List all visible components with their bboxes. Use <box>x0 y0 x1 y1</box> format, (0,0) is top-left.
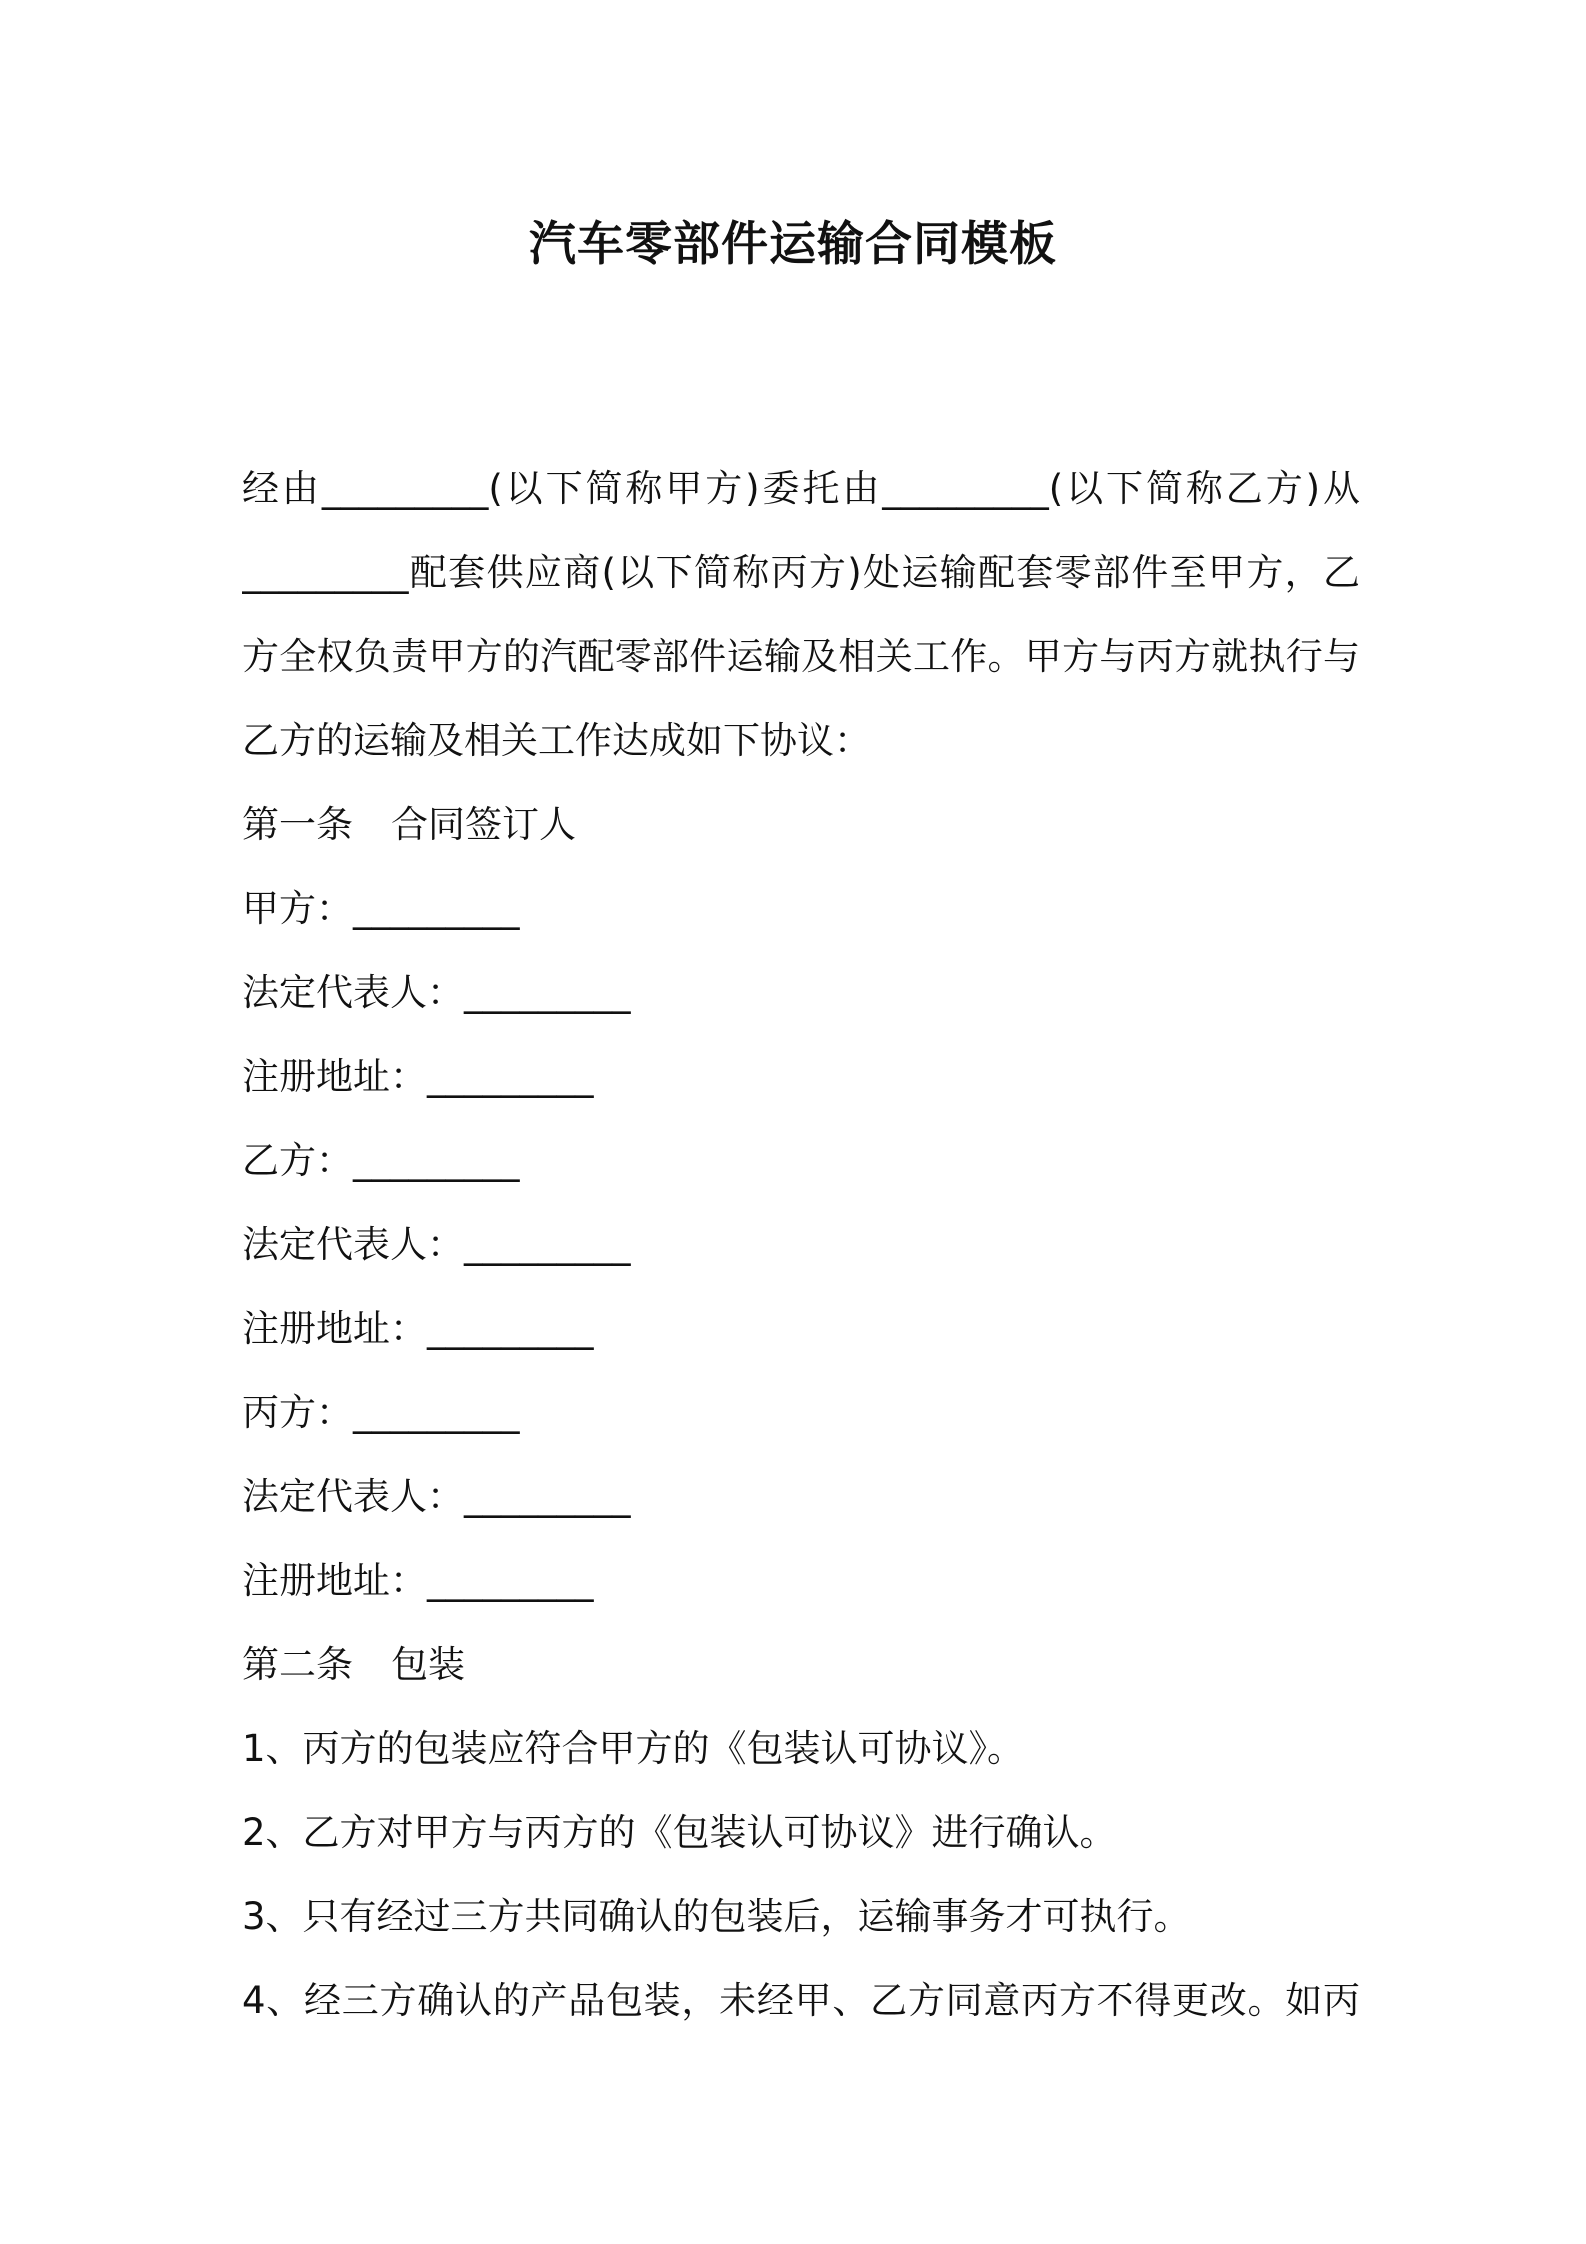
intro-line: _________配套供应商(以下简称丙方)处运输配套零部件至甲方，乙 <box>242 551 1360 594</box>
clause-item: 3、只有经过三方共同确认的包装后，运输事务才可执行。 <box>242 1895 1191 1938</box>
party-field: 法定代表人：_________ <box>242 1223 631 1266</box>
intro-line: 乙方的运输及相关工作达成如下协议： <box>242 719 871 762</box>
party-field: 法定代表人：_________ <box>242 971 631 1014</box>
article-heading <box>242 783 1360 867</box>
article-number: 第二条 <box>242 1643 353 1686</box>
article-title: 合同签订人 <box>391 803 576 846</box>
party-field: 注册地址：_________ <box>242 1055 594 1098</box>
party-field: 乙方：_________ <box>242 1139 520 1182</box>
clause-item: 4、经三方确认的产品包装，未经甲、乙方同意丙方不得更改。如丙 <box>242 1979 1360 2022</box>
clause-item: 2、乙方对甲方与丙方的《包装认可协议》进行确认。 <box>242 1811 1117 1854</box>
article-heading <box>242 1623 1360 1707</box>
intro-line: 方全权负责甲方的汽配零部件运输及相关工作。甲方与丙方就执行与 <box>242 635 1360 678</box>
article-number: 第一条 <box>242 803 353 846</box>
party-field: 甲方：_________ <box>242 887 520 930</box>
article-title: 包装 <box>391 1643 465 1686</box>
party-field: 法定代表人：_________ <box>242 1475 631 1518</box>
document-body <box>242 447 1360 2043</box>
document-title: 汽车零部件运输合同模板 <box>529 217 1057 272</box>
party-field: 丙方：_________ <box>242 1391 520 1434</box>
party-field: 注册地址：_________ <box>242 1307 594 1350</box>
clause-item: 1、丙方的包装应符合甲方的《包装认可协议》。 <box>242 1727 1025 1770</box>
party-field: 注册地址：_________ <box>242 1559 594 1602</box>
intro-line: 经由_________(以下简称甲方)委托由_________(以下简称乙方)从 <box>242 467 1360 510</box>
